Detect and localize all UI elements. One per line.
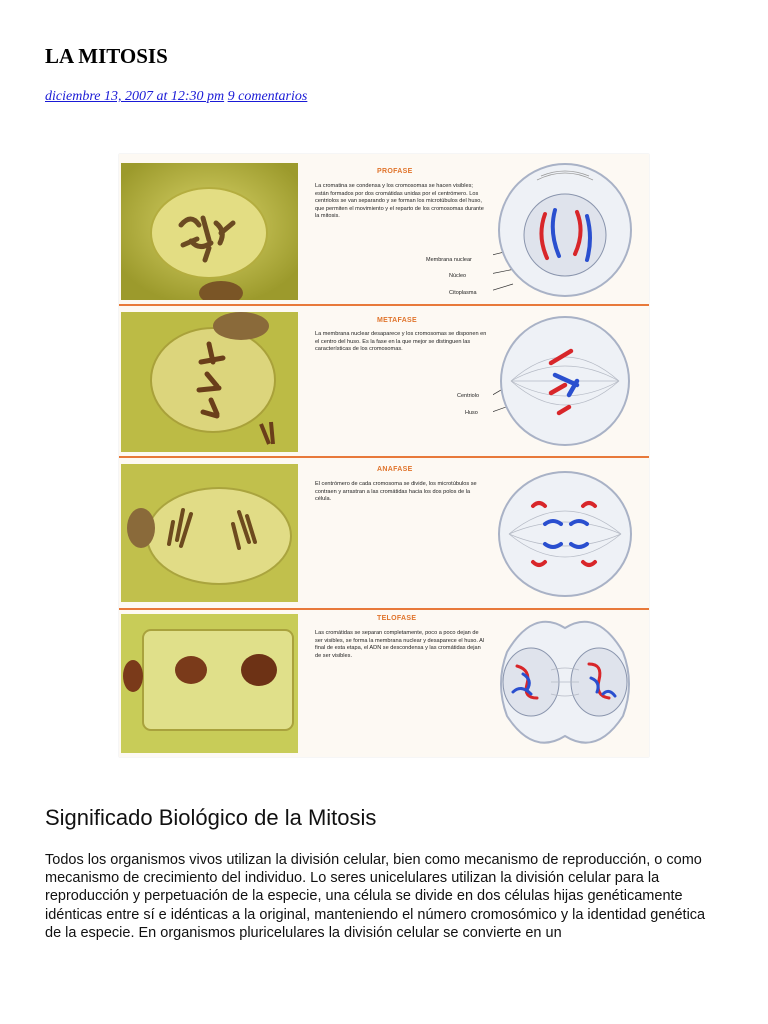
phase-title: METAFASE: [377, 317, 417, 324]
phase-description: La membrana nuclear desaparece y los cromosomas se disponen en el centro del huso. Es la fase en la que mejor se distinguen las características de los cromosomas.: [315, 331, 487, 352]
cell-diagram-telofase: [493, 612, 633, 754]
phase-title: TELOFASE: [377, 615, 417, 622]
callout-label: Núcleo: [449, 273, 467, 279]
cell-diagram-profase: [493, 158, 633, 303]
phase-description: El centrómero de cada cromosoma se divide, los microtúbulos se contraen y arrastran a las cromátidas hacia los dos polos de la célula.: [315, 481, 477, 502]
phase-description: La cromatina se condensa y los cromosomas se hacen visibles; están formados por dos cromátidas unidas por el centrómero. Los centriolos se van separando y se forman los microtúbulos del huso, que permiten el movimiento y el reparto de los cromosomas durante la mitosis.: [315, 183, 484, 219]
cell-diagram-anafase: [493, 464, 633, 604]
section-heading: Significado Biológico de la Mitosis: [45, 805, 377, 830]
phase-panel-profase: [119, 154, 649, 304]
post-meta: [45, 89, 307, 105]
micrograph-telofase: [121, 614, 298, 753]
post-title: LA MITOSIS: [45, 44, 168, 68]
section-paragraph: Todos los organismos vivos utilizan la división celular, bien como mecanismo de reproducción, o como mecanismo de crecimiento del individuo. Lo seres unicelulares utilizan la división celular para la reproducción y perpetuación de la especie, una célula se divide en dos células hijas genéticamente idénticas entre sí e idénticas a la original, manteniendo el número cromosómico y la identidad genética de la especie. En organismos pluricelulares la división celular se convierte en un: [45, 852, 706, 941]
callout-label: Citoplasma: [449, 290, 477, 296]
comments-link[interactable]: 9 comentarios: [227, 89, 308, 104]
micrograph-anafase: [121, 464, 298, 602]
callout-label: Centriolo: [457, 393, 480, 399]
phase-description: Las cromátidas se separan completamente, poco a poco dejan de ser visibles, se forma la membrana nuclear y desaparece el huso. Al final de esta etapa, el ADN se descondensa y las cromátidas dejan de ser visibles.: [315, 630, 485, 659]
phase-title: ANAFASE: [377, 466, 413, 473]
phase-panel-telofase: [119, 610, 649, 757]
cell-diagram-metafase: [493, 313, 633, 453]
callout-label: Membrana nuclear: [426, 257, 472, 263]
phase-title: PROFASE: [377, 168, 413, 175]
phase-panel-metafase: [119, 306, 649, 456]
post-date-link[interactable]: diciembre 13, 2007 at 12:30 pm: [45, 89, 225, 104]
callout-label: Huso: [465, 410, 478, 416]
phase-panel-anafase: [119, 458, 649, 608]
mitosis-figure: [119, 154, 649, 757]
micrograph-profase: [121, 163, 298, 300]
micrograph-metafase: [121, 312, 298, 452]
